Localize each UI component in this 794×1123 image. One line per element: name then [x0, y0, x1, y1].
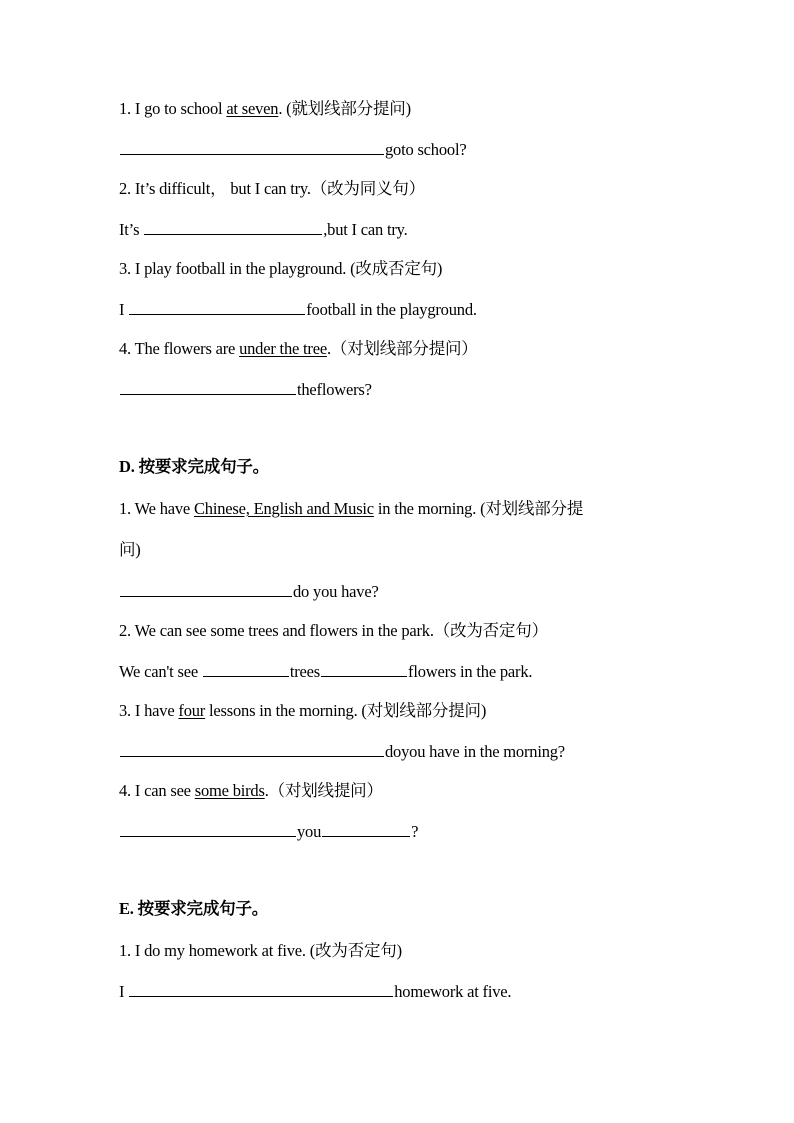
c-q3-answer-text: football in the playground.: [306, 300, 477, 319]
d-q4-end-text: ?: [411, 822, 419, 841]
e-q1-prefix: I: [119, 982, 129, 1001]
e-q1-answer-line: [119, 981, 511, 1003]
d-q2-mid-text: trees: [289, 662, 321, 681]
d-q4-text: 4. I can see: [119, 781, 195, 800]
d-q1-question-wrap: 问): [119, 540, 141, 559]
c-q2-prefix: It’s: [119, 220, 144, 239]
d-q2-answer-text: flowers in the park.: [408, 662, 533, 681]
c-q1-text: 1. I go to school: [119, 99, 227, 118]
d-q4-question: [119, 780, 383, 802]
d-q4-mid-text: you: [297, 822, 322, 841]
d-q4-instruction: .（对划线提问）: [264, 781, 383, 800]
d-q1-instruction: in the morning. (对划线部分提: [373, 499, 584, 518]
d-q1-answer-line: [119, 581, 379, 603]
c-q3-question: 3. I play football in the playground. (改成否定句): [119, 259, 443, 278]
d-q3-text: 3. I have: [119, 701, 179, 720]
d-q2-prefix: We can't see: [119, 662, 202, 681]
d-q1-answer-text: do you have?: [293, 582, 379, 601]
c-q1-question: [119, 98, 411, 120]
section-e-heading: E. 按要求完成句子。: [119, 899, 269, 918]
d-q3-question: [119, 700, 486, 722]
answer-blank[interactable]: [144, 219, 322, 235]
e-q1-answer-text: homework at five.: [394, 982, 512, 1001]
c-q4-answer-line: [119, 379, 372, 401]
d-q3-instruction: lessons in the morning. (对划线部分提问): [205, 701, 487, 720]
d-q4-answer-line: [119, 821, 418, 843]
c-q2-question: 2. It’s difficult， but I can try.（改为同义句）: [119, 179, 425, 198]
d-q3-answer-line: [119, 741, 565, 763]
e-q1-question: 1. I do my homework at five. (改为否定句): [119, 941, 402, 960]
answer-blank[interactable]: [129, 299, 305, 315]
answer-blank[interactable]: [120, 741, 384, 757]
answer-blank[interactable]: [322, 821, 410, 837]
d-q1-underlined: Chinese, English and Music: [193, 499, 374, 518]
answer-blank[interactable]: [120, 581, 292, 597]
answer-blank[interactable]: [203, 661, 289, 677]
c-q3-answer-line: [119, 299, 477, 321]
c-q1-answer-line: [119, 139, 466, 161]
c-q4-text: 4. The flowers are: [119, 339, 240, 358]
c-q4-instruction: .（对划线部分提问）: [326, 339, 478, 358]
c-q4-question: [119, 338, 478, 360]
answer-blank[interactable]: [321, 661, 407, 677]
answer-blank[interactable]: [120, 821, 296, 837]
c-q1-answer-text: goto school?: [385, 140, 467, 159]
c-q3-prefix: I: [119, 300, 129, 319]
d-q2-question: 2. We can see some trees and flowers in the park.（改为否定句）: [119, 621, 548, 640]
d-q2-answer-line: [119, 661, 532, 683]
d-q4-underlined: some birds: [194, 781, 265, 800]
d-q1-text: 1. We have: [119, 499, 194, 518]
answer-blank[interactable]: [120, 139, 384, 155]
c-q1-instruction: . (就划线部分提问): [278, 99, 411, 118]
answer-blank[interactable]: [120, 379, 296, 395]
c-q4-underlined: under the tree: [239, 339, 327, 358]
d-q3-underlined: four: [178, 701, 206, 720]
c-q4-answer-text: theflowers?: [297, 380, 372, 399]
c-q2-answer-line: [119, 219, 408, 241]
c-q2-answer-text: ,but I can try.: [323, 220, 408, 239]
section-d-heading: D. 按要求完成句子。: [119, 457, 269, 476]
d-q1-question: [119, 498, 583, 520]
d-q3-answer-text: doyou have in the morning?: [385, 742, 565, 761]
answer-blank[interactable]: [129, 981, 393, 997]
c-q1-underlined: at seven: [226, 99, 279, 118]
